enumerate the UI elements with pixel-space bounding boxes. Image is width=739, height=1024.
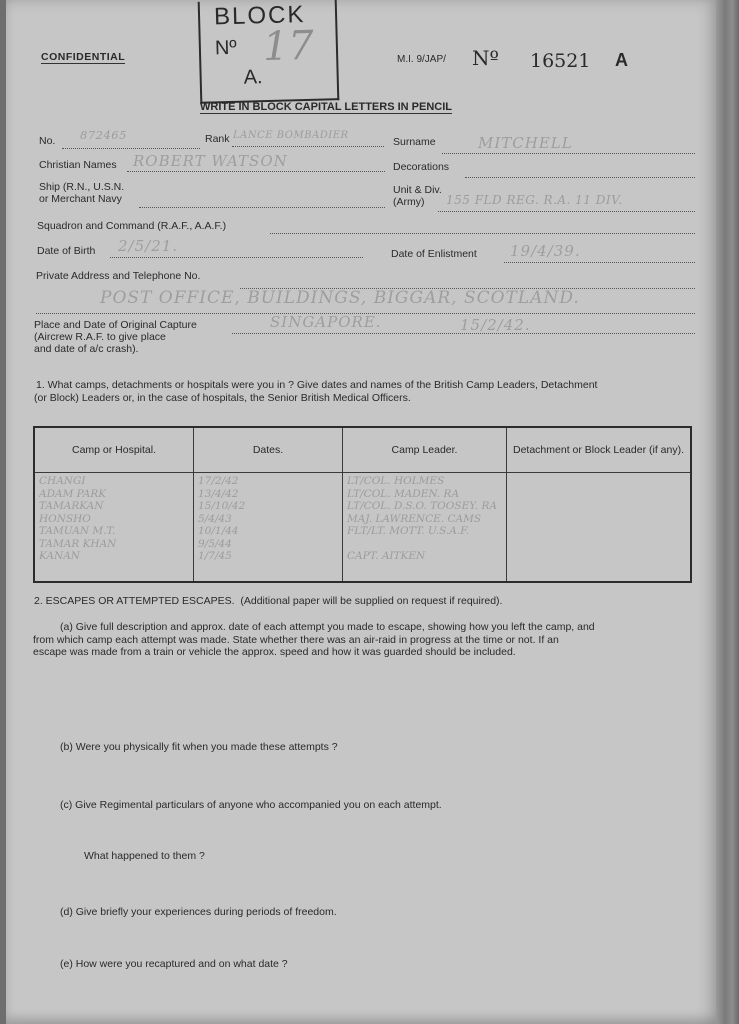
reference-code: M.I. 9/JAP/ [397, 54, 446, 65]
camp-date: 5/4/43 [198, 512, 232, 525]
camps-table [33, 426, 692, 583]
camp-name: TAMARKAN [39, 500, 104, 512]
camp-column-cell [34, 473, 194, 583]
camp-leader: CAPT. AITKEN [347, 550, 426, 562]
christian-names-value: ROBERT WATSON [133, 152, 288, 170]
paper-stack-edge [716, 0, 739, 1024]
reference-number: 16521 [530, 50, 591, 72]
unit-value: 155 FLD REG. R.A. 11 DIV. [446, 193, 623, 207]
camp-leader: MAJ. LAWRENCE. CAMS [347, 512, 482, 525]
camp-name: CHANGI [39, 475, 86, 487]
capture-label-line3: and date of a/c crash). [34, 343, 139, 355]
stamp-no-text: Nº [214, 36, 237, 60]
camp-leader: LT/COL. MADEN. RA [347, 487, 460, 500]
section2-heading-text: 2. ESCAPES OR ATTEMPTED ESCAPES. [34, 595, 235, 607]
unit-label-line2: (Army) [393, 196, 425, 208]
capture-label-line1: Place and Date of Original Capture [34, 319, 197, 331]
reference-suffix: A [615, 50, 628, 70]
question-c: (c) Give Regimental particulars of anyone who accompanied you on each attempt. [60, 799, 442, 811]
unit-label-line1: Unit & Div. [393, 184, 442, 196]
question-e: (e) How were you recaptured and on what date ? [60, 958, 288, 970]
question-d: (d) Give briefly your experiences during periods of freedom. [60, 906, 337, 918]
enlistment-value: 19/4/39. [510, 242, 581, 260]
column-header: Camp Leader. [343, 427, 507, 473]
ship-label-line1: Ship (R.N., U.S.N. [39, 181, 125, 193]
dates-column-cell [194, 473, 343, 583]
camp-leader: LT/COL. HOLMES [347, 475, 445, 487]
column-header: Detachment or Block Leader (if any). [507, 427, 692, 473]
no-value: 872465 [80, 128, 127, 142]
capture-date-value: 15/2/42. [460, 316, 531, 334]
section1-question-line1: 1. What camps, detachments or hospitals were you in ? Give dates and names of the British Camp Leaders, Detachment [36, 379, 598, 391]
rank-value: LANCE BOMBADIER [233, 130, 349, 141]
camp-name: TAMAR KHAN [39, 537, 117, 550]
question-c-follow-up: What happened to them ? [84, 850, 205, 862]
stamp-letter-text: A. [243, 66, 263, 89]
block-stamp [198, 0, 340, 104]
decorations-label: Decorations [393, 161, 450, 173]
camp-date: 9/5/44 [198, 537, 232, 550]
address-label: Private Address and Telephone No. [36, 270, 201, 282]
dob-value: 2/5/21. [118, 237, 179, 255]
squadron-label: Squadron and Command (R.A.F., A.A.F.) [37, 220, 227, 232]
section1-question-line2: (or Block) Leaders or, in the case of hospitals, the Senior British Medical Officers. [34, 392, 411, 404]
stamp-block-text: BLOCK [213, 1, 306, 31]
stamp-number-handwritten: 17 [262, 22, 315, 71]
detachment-leader [511, 475, 686, 488]
surname-value: MITCHELL [478, 134, 573, 152]
section2-heading-note: (Additional paper will be supplied on request if required). [240, 595, 503, 607]
address-value: POST OFFICE, BUILDINGS, BIGGAR, SCOTLAND. [100, 288, 580, 308]
camp-name: TAMUAN M.T. [39, 525, 116, 537]
camp-leader [347, 538, 502, 551]
question-a-line3: escape was made from a train or vehicle the approx. speed and how it was guarded should be included. [33, 646, 516, 658]
camp-date: 13/4/42 [198, 487, 239, 500]
question-a-line2: from which camp each attempt was made. State whether there was an air-raid in progress at the time or not. If an [33, 634, 559, 646]
camp-date: 10/1/44 [198, 525, 239, 537]
camp-name: HONSHO [39, 512, 91, 525]
camp-leader: LT/COL. D.S.O. TOOSEY. RA [347, 500, 497, 512]
question-b: (b) Were you physically fit when you made these attempts ? [60, 741, 338, 753]
no-label: No. [39, 135, 56, 147]
camp-name: ADAM PARK [39, 487, 107, 500]
question-a-line1: (a) Give full description and approx. date of each attempt you made to escape, showing how you left the camp, and [60, 621, 595, 633]
dob-label: Date of Birth [37, 245, 96, 257]
instruction-heading: WRITE IN BLOCK CAPITAL LETTERS IN PENCIL [200, 101, 452, 113]
column-header: Camp or Hospital. [34, 427, 194, 473]
christian-names-label: Christian Names [39, 159, 117, 171]
section2-heading [34, 595, 502, 607]
detachment-column-cell [507, 473, 692, 583]
camp-date: 1/7/45 [198, 550, 232, 562]
capture-place-value: SINGAPORE. [270, 313, 382, 331]
camp-name: KANAN [39, 550, 80, 562]
camp-date: 17/2/42 [198, 475, 239, 487]
capture-label-line2: (Aircrew R.A.F. to give place [34, 331, 166, 343]
ship-label-line2: or Merchant Navy [39, 193, 122, 205]
column-header: Dates. [194, 427, 343, 473]
leader-column-cell [343, 473, 507, 583]
surname-label: Surname [393, 136, 436, 148]
confidential-label: CONFIDENTIAL [41, 51, 126, 63]
rank-label: Rank [205, 133, 230, 145]
enlistment-label: Date of Enlistment [391, 248, 477, 260]
camp-date: 15/10/42 [198, 500, 246, 512]
camp-leader: FLT/LT. MOTT. U.S.A.F. [347, 525, 470, 537]
reference-no-label: Nº [472, 46, 499, 70]
